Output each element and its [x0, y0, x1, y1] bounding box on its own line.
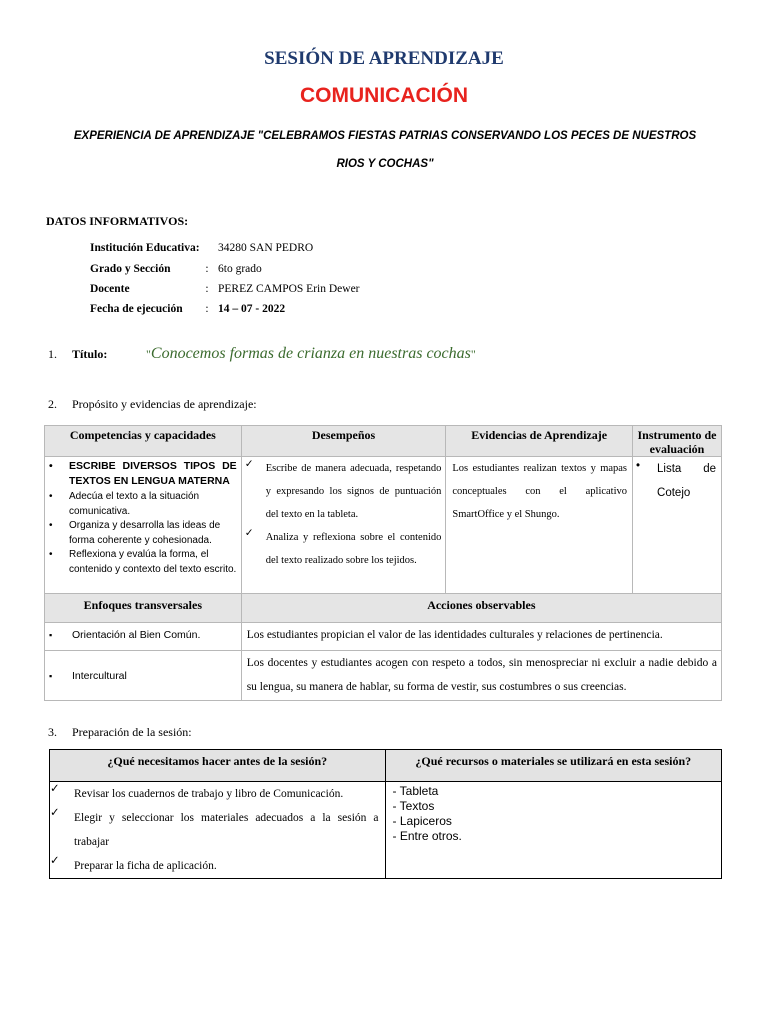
evidencias-cell	[446, 457, 633, 594]
preparation-content-row	[50, 782, 722, 879]
capacidad-text: Reflexiona y evalúa la forma, el contenido y contexto del texto escrito.	[69, 549, 237, 575]
enfoque-row	[45, 623, 722, 651]
info-colon: :	[205, 303, 209, 315]
bullet-icon: •	[49, 491, 53, 502]
info-label: Grado y Sección	[90, 263, 171, 275]
info-value: 34280 SAN PEDRO	[218, 242, 314, 254]
square-bullet-icon: ▪	[49, 630, 53, 640]
list-item	[50, 806, 379, 854]
enfoque-name: Intercultural	[72, 669, 127, 682]
evidencias-text: Los estudiantes realizan textos y mapas conceptuales con el aplicativo SmartOffice y el Shungo.	[452, 463, 628, 520]
check-icon: ✓	[244, 528, 254, 539]
list-item: - Tableta	[392, 784, 439, 798]
subject-title: COMUNICACIÓN	[300, 84, 468, 107]
session-title: Conocemos formas de crianza en nuestras cochas	[150, 345, 471, 362]
list-item	[45, 625, 241, 645]
desempeno-text: Analiza y reflexiona sobre el contenido del texto realizado sobre los tejidos.	[265, 532, 442, 566]
list-item	[45, 490, 237, 519]
list-item	[45, 519, 237, 548]
preparation-header-row	[50, 750, 722, 782]
purpose-header-row	[45, 426, 722, 457]
check-icon: ✓	[244, 459, 254, 470]
quote-open: "	[146, 347, 151, 361]
list-item	[242, 457, 442, 526]
enfoque-name-cell	[45, 623, 242, 651]
list-item: - Entre otros.	[392, 829, 462, 843]
list-item	[45, 459, 237, 490]
enfoque-name-cell	[45, 651, 242, 701]
col-header-desempenos: Desempeños	[241, 426, 446, 457]
competencias-cell	[45, 457, 242, 594]
col-header-before: ¿Qué necesitamos hacer antes de la sesión?	[50, 750, 386, 782]
check-icon: ✓	[50, 783, 60, 795]
enfoque-action-cell	[241, 651, 721, 701]
section-label: Propósito y evidencias de aprendizaje:	[72, 397, 257, 411]
section-3-heading	[48, 725, 192, 740]
section-number: 3.	[48, 725, 57, 739]
check-icon: ✓	[50, 807, 60, 819]
enfoque-name: Orientación al Bien Común.	[72, 629, 201, 641]
bullet-icon: •	[49, 549, 53, 560]
capacidad-text: Organiza y desarrolla las ideas de forma coherente y cohesionada.	[69, 520, 221, 546]
section-number: 2.	[48, 397, 57, 411]
info-value: 6to grado	[218, 263, 262, 275]
list-item	[50, 782, 379, 806]
before-text: Preparar la ficha de aplicación.	[74, 860, 217, 872]
desempeno-text: Escribe de manera adecuada, respetando y expresando los signos de puntuación del texto en la tableta.	[265, 463, 442, 520]
col-header-enfoques: Enfoques transversales	[45, 594, 242, 623]
info-label: Institución Educativa:	[90, 242, 200, 254]
list-item: - Textos	[392, 799, 435, 813]
capacidad-text: Adecúa el texto a la situación comunicativa.	[69, 491, 200, 517]
enfoque-action: Los estudiantes propician el valor de las identidades culturales y relaciones de pertinencia.	[246, 629, 663, 641]
datos-heading: DATOS INFORMATIVOS:	[46, 214, 189, 228]
quote-close: "	[470, 347, 476, 361]
col-header-resources: ¿Qué recursos o materiales se utilizará en esta sesión?	[385, 750, 721, 782]
section-label: Título:	[72, 347, 108, 361]
list-item	[633, 457, 716, 505]
list-item	[45, 666, 241, 686]
section-1-titulo	[48, 345, 476, 363]
enfoque-action: Los docentes y estudiantes acogen con respeto a todos, sin menospreciar ni excluir a nadie debido a su lengua, su manera de hablar, su forma de vestir, sus costumbres o sus creencias.	[246, 657, 717, 693]
enfoques-header-row	[45, 594, 722, 623]
enfoque-row	[45, 651, 722, 701]
bullet-icon: •	[49, 460, 53, 472]
col-header-acciones: Acciones observables	[241, 594, 721, 623]
col-header-evidencias: Evidencias de Aprendizaje	[446, 426, 633, 457]
purpose-content-row	[45, 457, 722, 594]
purpose-table	[44, 425, 722, 701]
info-label: Fecha de ejecución	[90, 303, 183, 315]
info-value: PEREZ CAMPOS Erin Dewer	[218, 283, 360, 295]
before-text: Elegir y seleccionar los materiales adecuados a la sesión a trabajar	[74, 812, 379, 848]
info-label: Docente	[90, 283, 130, 295]
competencia-text: ESCRIBE DIVERSOS TIPOS DE TEXTOS EN LENGUA MATERNA	[69, 460, 237, 487]
bullet-icon: •	[636, 460, 641, 472]
list-item: - Lapiceros	[392, 814, 452, 828]
enfoque-action-cell	[241, 623, 721, 651]
instrumento-text: Lista de Cotejo	[657, 463, 716, 499]
preparation-table	[49, 749, 722, 879]
section-2-heading	[48, 397, 257, 412]
experience-heading: EXPERIENCIA DE APRENDIZAJE "CELEBRAMOS FIESTAS PATRIAS CONSERVANDO LOS PECES DE NUESTROS RIOS Y COCHAS"	[73, 130, 697, 170]
info-colon: :	[205, 283, 209, 295]
resources-cell	[385, 782, 721, 879]
section-label: Preparación de la sesión:	[72, 725, 192, 739]
list-item	[50, 854, 379, 878]
info-colon: :	[205, 263, 209, 275]
bullet-icon: •	[49, 520, 53, 531]
square-bullet-icon: ▪	[49, 670, 53, 681]
list-item	[242, 526, 442, 572]
section-number: 1.	[48, 347, 57, 361]
list-item	[45, 548, 237, 577]
check-icon: ✓	[50, 855, 60, 867]
before-cell	[50, 782, 386, 879]
before-text: Revisar los cuadernos de trabajo y libro de Comunicación.	[74, 788, 344, 800]
info-value: 14 – 07 - 2022	[218, 303, 286, 315]
col-header-instrumento: Instrumento de evaluación	[633, 426, 722, 457]
page-title: SESIÓN DE APRENDIZAJE	[264, 48, 504, 69]
col-header-competencias: Competencias y capacidades	[45, 426, 242, 457]
desempenos-cell	[241, 457, 446, 594]
instrumento-cell	[633, 457, 722, 594]
resources-list	[386, 782, 721, 844]
